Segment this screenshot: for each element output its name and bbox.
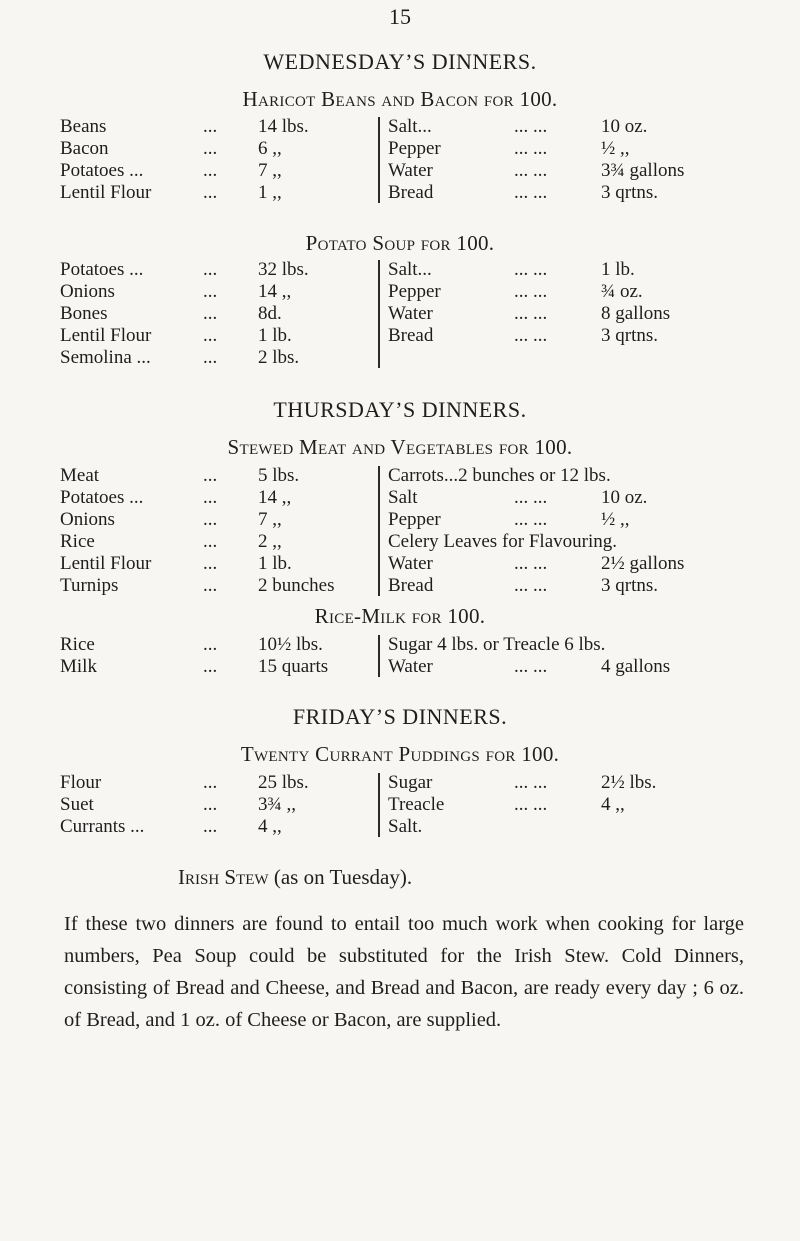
ingredient-name: Water — [388, 303, 433, 324]
ingredient-name: Lentil Flour — [60, 182, 152, 203]
leader-dots: ... — [203, 772, 218, 793]
rice-milk-table — [60, 634, 750, 678]
ingredient-quantity: 2 lbs. — [258, 347, 300, 368]
ingredient-row — [60, 182, 750, 204]
leader-dots: ... ... — [514, 575, 548, 596]
leader-dots: ... — [203, 656, 218, 677]
ingredient-name: Bread — [388, 575, 434, 596]
leader-dots: ... ... — [514, 160, 548, 181]
leader-dots: ... ... — [514, 553, 548, 574]
thursday-heading: THURSDAY’S DINNERS. — [273, 397, 527, 422]
ingredient-row — [60, 465, 750, 487]
ingredient-row — [60, 138, 750, 160]
irish-stew-title: Irish Stew — [178, 865, 269, 889]
ingredient-name: Salt... — [388, 116, 432, 137]
stewed-table — [60, 465, 750, 597]
leader-dots: ... ... — [514, 487, 548, 508]
ingredient-row — [60, 656, 750, 678]
ingredient-line: Carrots...2 bunches or 12 lbs. — [388, 465, 611, 486]
rice-milk-title: Rice-Milk for 100. — [314, 604, 486, 628]
ingredient-name: Pepper — [388, 509, 441, 530]
leader-dots: ... — [203, 325, 218, 346]
ingredient-quantity: 7 ,, — [258, 509, 282, 530]
ingredient-quantity: ½ ,, — [601, 138, 630, 159]
leader-dots: ... ... — [514, 116, 548, 137]
ingredient-quantity: 10 oz. — [601, 116, 648, 137]
leader-dots: ... — [203, 816, 218, 837]
leader-dots: ... — [203, 138, 218, 159]
wednesday-heading: WEDNESDAY’S DINNERS. — [263, 49, 537, 74]
ingredient-name: Bread — [388, 325, 434, 346]
leader-dots: ... — [203, 487, 218, 508]
ingredient-name: Pepper — [388, 281, 441, 302]
ingredient-row — [60, 259, 750, 281]
leader-dots: ... — [203, 160, 218, 181]
ingredient-quantity: 4 gallons — [601, 656, 671, 677]
page-number: 15 — [389, 4, 411, 29]
ingredient-row — [60, 487, 750, 509]
ingredient-row — [60, 531, 750, 553]
ingredient-name: Pepper — [388, 138, 441, 159]
ingredient-row — [60, 160, 750, 182]
ingredient-name: Onions — [60, 509, 115, 530]
ingredient-quantity: 8 gallons — [601, 303, 671, 324]
leader-dots: ... — [203, 347, 218, 368]
leader-dots: ... — [203, 303, 218, 324]
ingredient-quantity: 2½ gallons — [601, 553, 685, 574]
ingredient-quantity: 1 lb. — [601, 259, 635, 280]
ingredient-name: Currants ... — [60, 816, 145, 837]
ingredient-quantity: 7 ,, — [258, 160, 282, 181]
leader-dots: ... ... — [514, 259, 548, 280]
ingredient-quantity: 1 lb. — [258, 553, 292, 574]
stewed-title: Stewed Meat and Vegetables for 100. — [227, 435, 573, 459]
ingredient-quantity: ¾ oz. — [601, 281, 643, 302]
ingredient-row — [60, 634, 750, 656]
ingredient-line: Sugar 4 lbs. or Treacle 6 lbs. — [388, 634, 606, 655]
ingredient-row — [60, 553, 750, 575]
ingredient-row — [60, 281, 750, 303]
irish-stew-line — [178, 865, 412, 890]
leader-dots: ... ... — [514, 656, 548, 677]
currant-table — [60, 772, 750, 838]
haricot-title: Haricot Beans and Bacon for 100. — [242, 87, 558, 111]
ingredient-name: Suet — [60, 794, 94, 815]
ingredient-line: Salt. — [388, 816, 423, 837]
leader-dots: ... ... — [514, 772, 548, 793]
leader-dots: ... — [203, 531, 218, 552]
ingredient-name: Water — [388, 553, 433, 574]
leader-dots: ... — [203, 281, 218, 302]
leader-dots: ... ... — [514, 303, 548, 324]
ingredient-name: Bacon — [60, 138, 109, 159]
ingredient-name: Potatoes ... — [60, 259, 144, 280]
ingredient-name: Lentil Flour — [60, 325, 152, 346]
ingredient-name: Beans — [60, 116, 107, 137]
ingredient-name: Sugar — [388, 772, 433, 793]
ingredient-quantity: 2½ lbs. — [601, 772, 657, 793]
ingredient-quantity: 10 oz. — [601, 487, 648, 508]
leader-dots: ... — [203, 465, 218, 486]
leader-dots: ... — [203, 575, 218, 596]
leader-dots: ... — [203, 634, 218, 655]
leader-dots: ... — [203, 116, 218, 137]
ingredient-quantity: 4 ,, — [601, 794, 625, 815]
leader-dots: ... ... — [514, 794, 548, 815]
ingredient-name: Bones — [60, 303, 108, 324]
leader-dots: ... ... — [514, 281, 548, 302]
leader-dots: ... ... — [514, 509, 548, 530]
ingredient-quantity: 32 lbs. — [258, 259, 309, 280]
ingredient-row — [60, 816, 750, 838]
irish-stew-note: (as on Tuesday). — [268, 865, 413, 889]
ingredient-name: Treacle — [388, 794, 445, 815]
ingredient-quantity: 3¾ gallons — [601, 160, 685, 181]
potato-soup-table — [60, 259, 750, 369]
potato-soup-title: Potato Soup for 100. — [305, 231, 495, 255]
ingredient-row — [60, 575, 750, 597]
ingredient-name: Lentil Flour — [60, 553, 152, 574]
ingredient-name: Milk — [60, 656, 97, 677]
ingredient-name: Rice — [60, 531, 95, 552]
haricot-table — [60, 116, 750, 204]
leader-dots: ... ... — [514, 138, 548, 159]
ingredient-name: Flour — [60, 772, 102, 793]
leader-dots: ... — [203, 553, 218, 574]
ingredient-name: Potatoes ... — [60, 487, 144, 508]
ingredient-row — [60, 325, 750, 347]
ingredient-quantity: 2 bunches — [258, 575, 335, 596]
ingredient-quantity: 8d. — [258, 303, 282, 324]
ingredient-row — [60, 116, 750, 138]
leader-dots: ... — [203, 794, 218, 815]
leader-dots: ... — [203, 259, 218, 280]
leader-dots: ... — [203, 182, 218, 203]
ingredient-quantity: 3¾ ,, — [258, 794, 296, 815]
ingredient-row — [60, 794, 750, 816]
ingredient-line: Celery Leaves for Flavouring. — [388, 531, 617, 552]
ingredient-quantity: 25 lbs. — [258, 772, 309, 793]
ingredient-row — [60, 303, 750, 325]
leader-dots: ... ... — [514, 325, 548, 346]
ingredient-row — [60, 772, 750, 794]
ingredient-name: Rice — [60, 634, 95, 655]
ingredient-quantity: 3 qrtns. — [601, 575, 658, 596]
ingredient-quantity: 1 ,, — [258, 182, 282, 203]
ingredient-quantity: 15 quarts — [258, 656, 329, 677]
ingredient-quantity: 14 lbs. — [258, 116, 309, 137]
ingredient-quantity: ½ ,, — [601, 509, 630, 530]
ingredient-quantity: 2 ,, — [258, 531, 282, 552]
ingredient-name: Bread — [388, 182, 434, 203]
ingredient-name: Semolina ... — [60, 347, 151, 368]
ingredient-row — [60, 347, 750, 369]
ingredient-name: Turnips — [60, 575, 119, 596]
substitution-note: If these two dinners are found to entail too much work when cooking for large numbers, Pea Soup could be substituted for the Irish Stew. Cold Dinners, consisting of Bread and Cheese, and Bread and Bacon, are ready every day ; 6 oz. of Bread, and 1 oz. of Cheese or Bacon, are supplied. — [64, 913, 744, 1031]
ingredient-quantity: 5 lbs. — [258, 465, 300, 486]
ingredient-name: Meat — [60, 465, 100, 486]
ingredient-name: Potatoes ... — [60, 160, 144, 181]
currant-title: Twenty Currant Puddings for 100. — [240, 742, 560, 766]
leader-dots: ... ... — [514, 182, 548, 203]
leader-dots: ... — [203, 509, 218, 530]
ingredient-quantity: 14 ,, — [258, 487, 292, 508]
ingredient-name: Salt... — [388, 259, 432, 280]
ingredient-name: Water — [388, 656, 433, 677]
ingredient-quantity: 3 qrtns. — [601, 182, 658, 203]
ingredient-quantity: 6 ,, — [258, 138, 282, 159]
friday-heading: FRIDAY’S DINNERS. — [292, 704, 508, 729]
ingredient-name: Salt — [388, 487, 418, 508]
ingredient-quantity: 1 lb. — [258, 325, 292, 346]
ingredient-quantity: 14 ,, — [258, 281, 292, 302]
ingredient-name: Onions — [60, 281, 115, 302]
ingredient-name: Water — [388, 160, 433, 181]
ingredient-quantity: 3 qrtns. — [601, 325, 658, 346]
ingredient-row — [60, 509, 750, 531]
ingredient-quantity: 4 ,, — [258, 816, 282, 837]
ingredient-quantity: 10½ lbs. — [258, 634, 323, 655]
